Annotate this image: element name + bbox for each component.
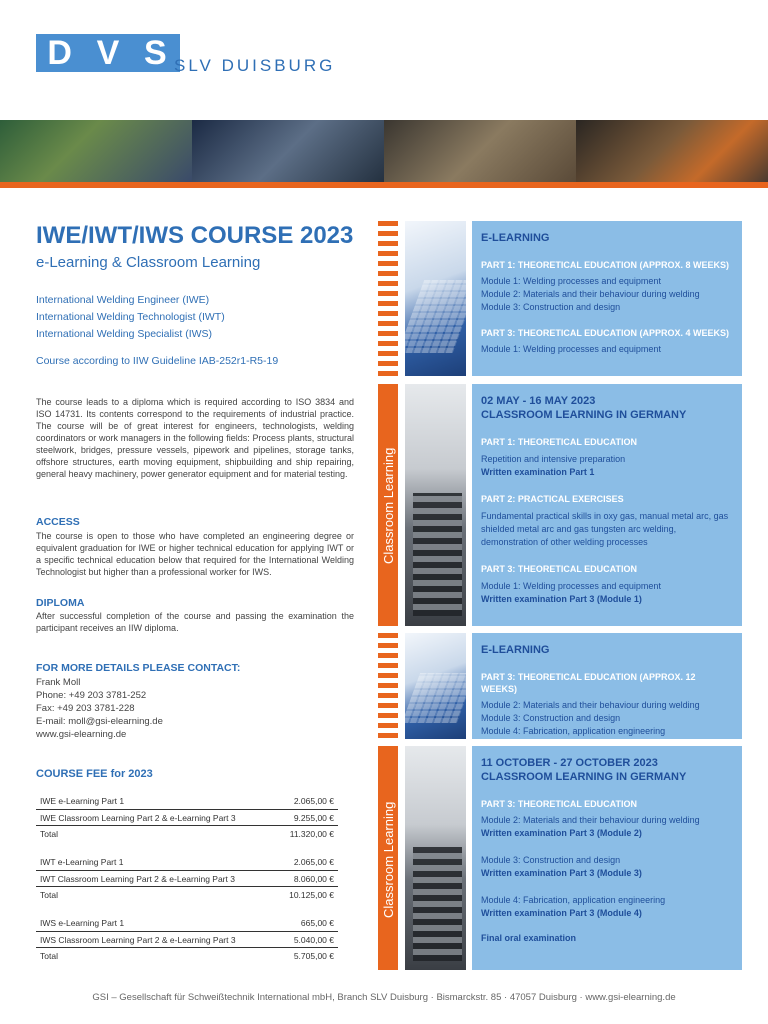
panel-elearning-1 <box>472 221 742 376</box>
fee-row <box>36 931 338 947</box>
access-heading: ACCESS <box>36 516 80 528</box>
page-title: IWE/IWT/IWS COURSE 2023 <box>36 222 354 249</box>
fee-label: IWE e-Learning Part 1 <box>40 796 125 806</box>
exam-item: Written examination Part 3 (Module 4) <box>481 908 642 918</box>
fee-table-iws <box>36 915 338 963</box>
roles-list <box>36 292 225 343</box>
banner-divider <box>0 182 768 188</box>
module-item: Module 1: Welding processes and equipment <box>481 276 661 286</box>
fee-label: IWS Classroom Learning Part 2 & e-Learning Part 3 <box>40 934 236 945</box>
fee-total-row <box>36 947 338 963</box>
panel-heading: E-LEARNING <box>481 232 550 244</box>
fee-amount: 9.255,00 € <box>293 812 334 823</box>
module-item: Module 2: Materials and their behaviour during welding <box>481 815 700 825</box>
role-item: International Welding Engineer (IWE) <box>36 294 210 306</box>
panel-heading: E-LEARNING <box>481 644 550 656</box>
module-item: Module 4: Fabrication, application engineering <box>481 895 666 905</box>
logo-letter: D <box>47 33 74 72</box>
fee-label: IWT e-Learning Part 1 <box>40 857 124 867</box>
fee-row <box>36 870 338 886</box>
intro-text: The course leads to a diploma which is required according to ISO 3834 and ISO 14731. Its contents correspond to the requirements of industrial practice. The course will be of great interest for engineers, technologists, welding coordinators or work managers in the following fields: Process plants, structural steelwork, bridges, pressure vessels, pipework and pipelines, storage tanks, offshore structures, earth moving equipment, shipbuilding and ship repairing, general heavy machinery, power generator equipment and for material testing. <box>36 397 354 479</box>
exam-item: Written examination Part 3 (Module 2) <box>481 828 642 838</box>
diploma-text: After successful completion of the course and passing the examination the participant receives an IIW diploma. <box>36 611 354 633</box>
contact-heading: FOR MORE DETAILS PLEASE CONTACT: <box>36 662 241 674</box>
exam-item: Written examination Part 3 (Module 3) <box>481 868 642 878</box>
page-footer: GSI – Gesellschaft für Schweißtechnik International mbH, Branch SLV Duisburg · Bismarckstr. 85 · 47057 Duisburg · www.gsi-elearning.de <box>92 992 676 1003</box>
fee-row <box>36 809 338 825</box>
page-subtitle: e-Learning & Classroom Learning <box>36 254 261 271</box>
timeline-dashes <box>378 221 398 381</box>
exam-item: Written examination Part 3 (Module 1) <box>481 594 642 604</box>
fee-amount: 8.060,00 € <box>293 873 334 884</box>
role-item: International Welding Technologist (IWT) <box>36 311 225 323</box>
panel-date: 11 OCTOBER - 27 OCTOBER 2023 <box>481 757 658 769</box>
module-item: Module 3: Construction and design <box>481 855 621 865</box>
classroom-bar-1 <box>378 384 398 626</box>
module-item: Module 3: Construction and design <box>481 713 621 723</box>
contact-phone: Phone: +49 203 3781-252 <box>36 690 147 701</box>
contact-website[interactable]: www.gsi-elearning.de <box>36 729 127 740</box>
fee-total-amount: 5.705,00 € <box>293 950 334 961</box>
final-exam: Final oral examination <box>481 933 577 943</box>
contact-name: Frank Moll <box>36 677 81 688</box>
banner-photo-welder <box>0 120 192 182</box>
module-item: Module 2: Materials and their behaviour during welding <box>481 700 700 710</box>
fee-amount: 2.065,00 € <box>293 857 334 867</box>
fee-label: IWT Classroom Learning Part 2 & e-Learning Part 3 <box>40 873 235 884</box>
fee-total-row <box>36 886 338 902</box>
contact-email[interactable]: E-mail: moll@gsi-elearning.de <box>36 716 163 727</box>
fee-total-label: Total <box>40 828 58 839</box>
guideline-text: Course according to IIW Guideline IAB-252r1-R5-19 <box>36 355 279 367</box>
classroom-photo <box>405 746 466 970</box>
fee-total-label: Total <box>40 950 58 961</box>
fee-amount: 665,00 € <box>300 918 334 928</box>
fee-row <box>36 793 338 809</box>
diploma-heading: DIPLOMA <box>36 597 85 609</box>
keyboard-photo <box>405 633 466 739</box>
contact-block <box>36 676 163 741</box>
banner-photo-torch <box>192 120 384 182</box>
module-item: Module 3: Construction and design <box>481 302 621 312</box>
part-title: PART 3: THEORETICAL EDUCATION <box>481 564 638 574</box>
module-item: Repetition and intensive preparation <box>481 454 626 464</box>
keyboard-photo <box>405 221 466 376</box>
panel-classroom-2 <box>472 746 742 970</box>
part-title: PART 1: THEORETICAL EDUCATION <box>481 437 638 447</box>
fee-amount: 5.040,00 € <box>293 934 334 945</box>
part-title: PART 3: THEORETICAL EDUCATION (APPROX. 4 WEEKS) <box>481 328 730 338</box>
fee-amount: 2.065,00 € <box>293 796 334 806</box>
module-item: Module 2: Materials and their behaviour during welding <box>481 289 700 299</box>
panel-classroom-1 <box>472 384 742 626</box>
classroom-label-1: Classroom Learning <box>381 447 396 564</box>
panel-elearning-2 <box>472 633 742 739</box>
fee-table-iwt <box>36 854 338 902</box>
header-banner-photos <box>0 120 768 182</box>
fee-row <box>36 915 338 931</box>
fee-total-row <box>36 825 338 841</box>
classroom-bar-2 <box>378 746 398 970</box>
part-title: PART 3: THEORETICAL EDUCATION (APPROX. 12 WEEKS) <box>481 672 696 694</box>
part-title: PART 3: THEORETICAL EDUCATION <box>481 799 638 809</box>
fee-label: IWE Classroom Learning Part 2 & e-Learning Part 3 <box>40 812 236 823</box>
logo-subtitle: SLV DUISBURG <box>174 56 336 75</box>
fee-row <box>36 854 338 870</box>
role-item: International Welding Specialist (IWS) <box>36 328 213 340</box>
contact-fax: Fax: +49 203 3781-228 <box>36 703 135 714</box>
fee-title: COURSE FEE for 2023 <box>36 768 153 780</box>
dvs-logo <box>36 34 180 72</box>
exam-item: Written examination Part 1 <box>481 467 595 477</box>
fee-table-iwe <box>36 793 338 841</box>
part-title: PART 1: THEORETICAL EDUCATION (APPROX. 8 WEEKS) <box>481 260 730 270</box>
fee-total-label: Total <box>40 889 58 900</box>
banner-photo-sparks <box>576 120 768 182</box>
module-item: Module 4: Fabrication, application engineering <box>481 726 666 736</box>
logo-letter: V <box>96 33 122 72</box>
panel-heading: CLASSROOM LEARNING IN GERMANY <box>481 771 687 783</box>
fee-total-amount: 10.125,00 € <box>289 889 334 900</box>
classroom-label-2: Classroom Learning <box>381 801 396 918</box>
panel-heading: CLASSROOM LEARNING IN GERMANY <box>481 409 687 421</box>
practical-text: Fundamental practical skills in oxy gas, manual metal arc, gas shielded metal arc and gas tungsten arc welding, demonstration of other welding processes <box>481 511 729 547</box>
part-title: PART 2: PRACTICAL EXERCISES <box>481 494 624 504</box>
fee-total-amount: 11.320,00 € <box>289 828 334 839</box>
module-item: Module 1: Welding processes and equipment <box>481 344 661 354</box>
module-item: Module 1: Welding processes and equipment <box>481 581 661 591</box>
logo-letter: S <box>143 33 169 72</box>
classroom-photo <box>405 384 466 626</box>
banner-photo-hands <box>384 120 576 182</box>
access-text: The course is open to those who have completed an engineering degree or equivalent graduation for IWE or higher technical education for applying IWT or a specific technical education below that required for the International Welding Technologist but higher than a professional worker for IWS. <box>36 531 354 577</box>
panel-date: 02 MAY - 16 MAY 2023 <box>481 395 596 407</box>
fee-label: IWS e-Learning Part 1 <box>40 918 125 928</box>
timeline-dashes <box>378 633 398 743</box>
